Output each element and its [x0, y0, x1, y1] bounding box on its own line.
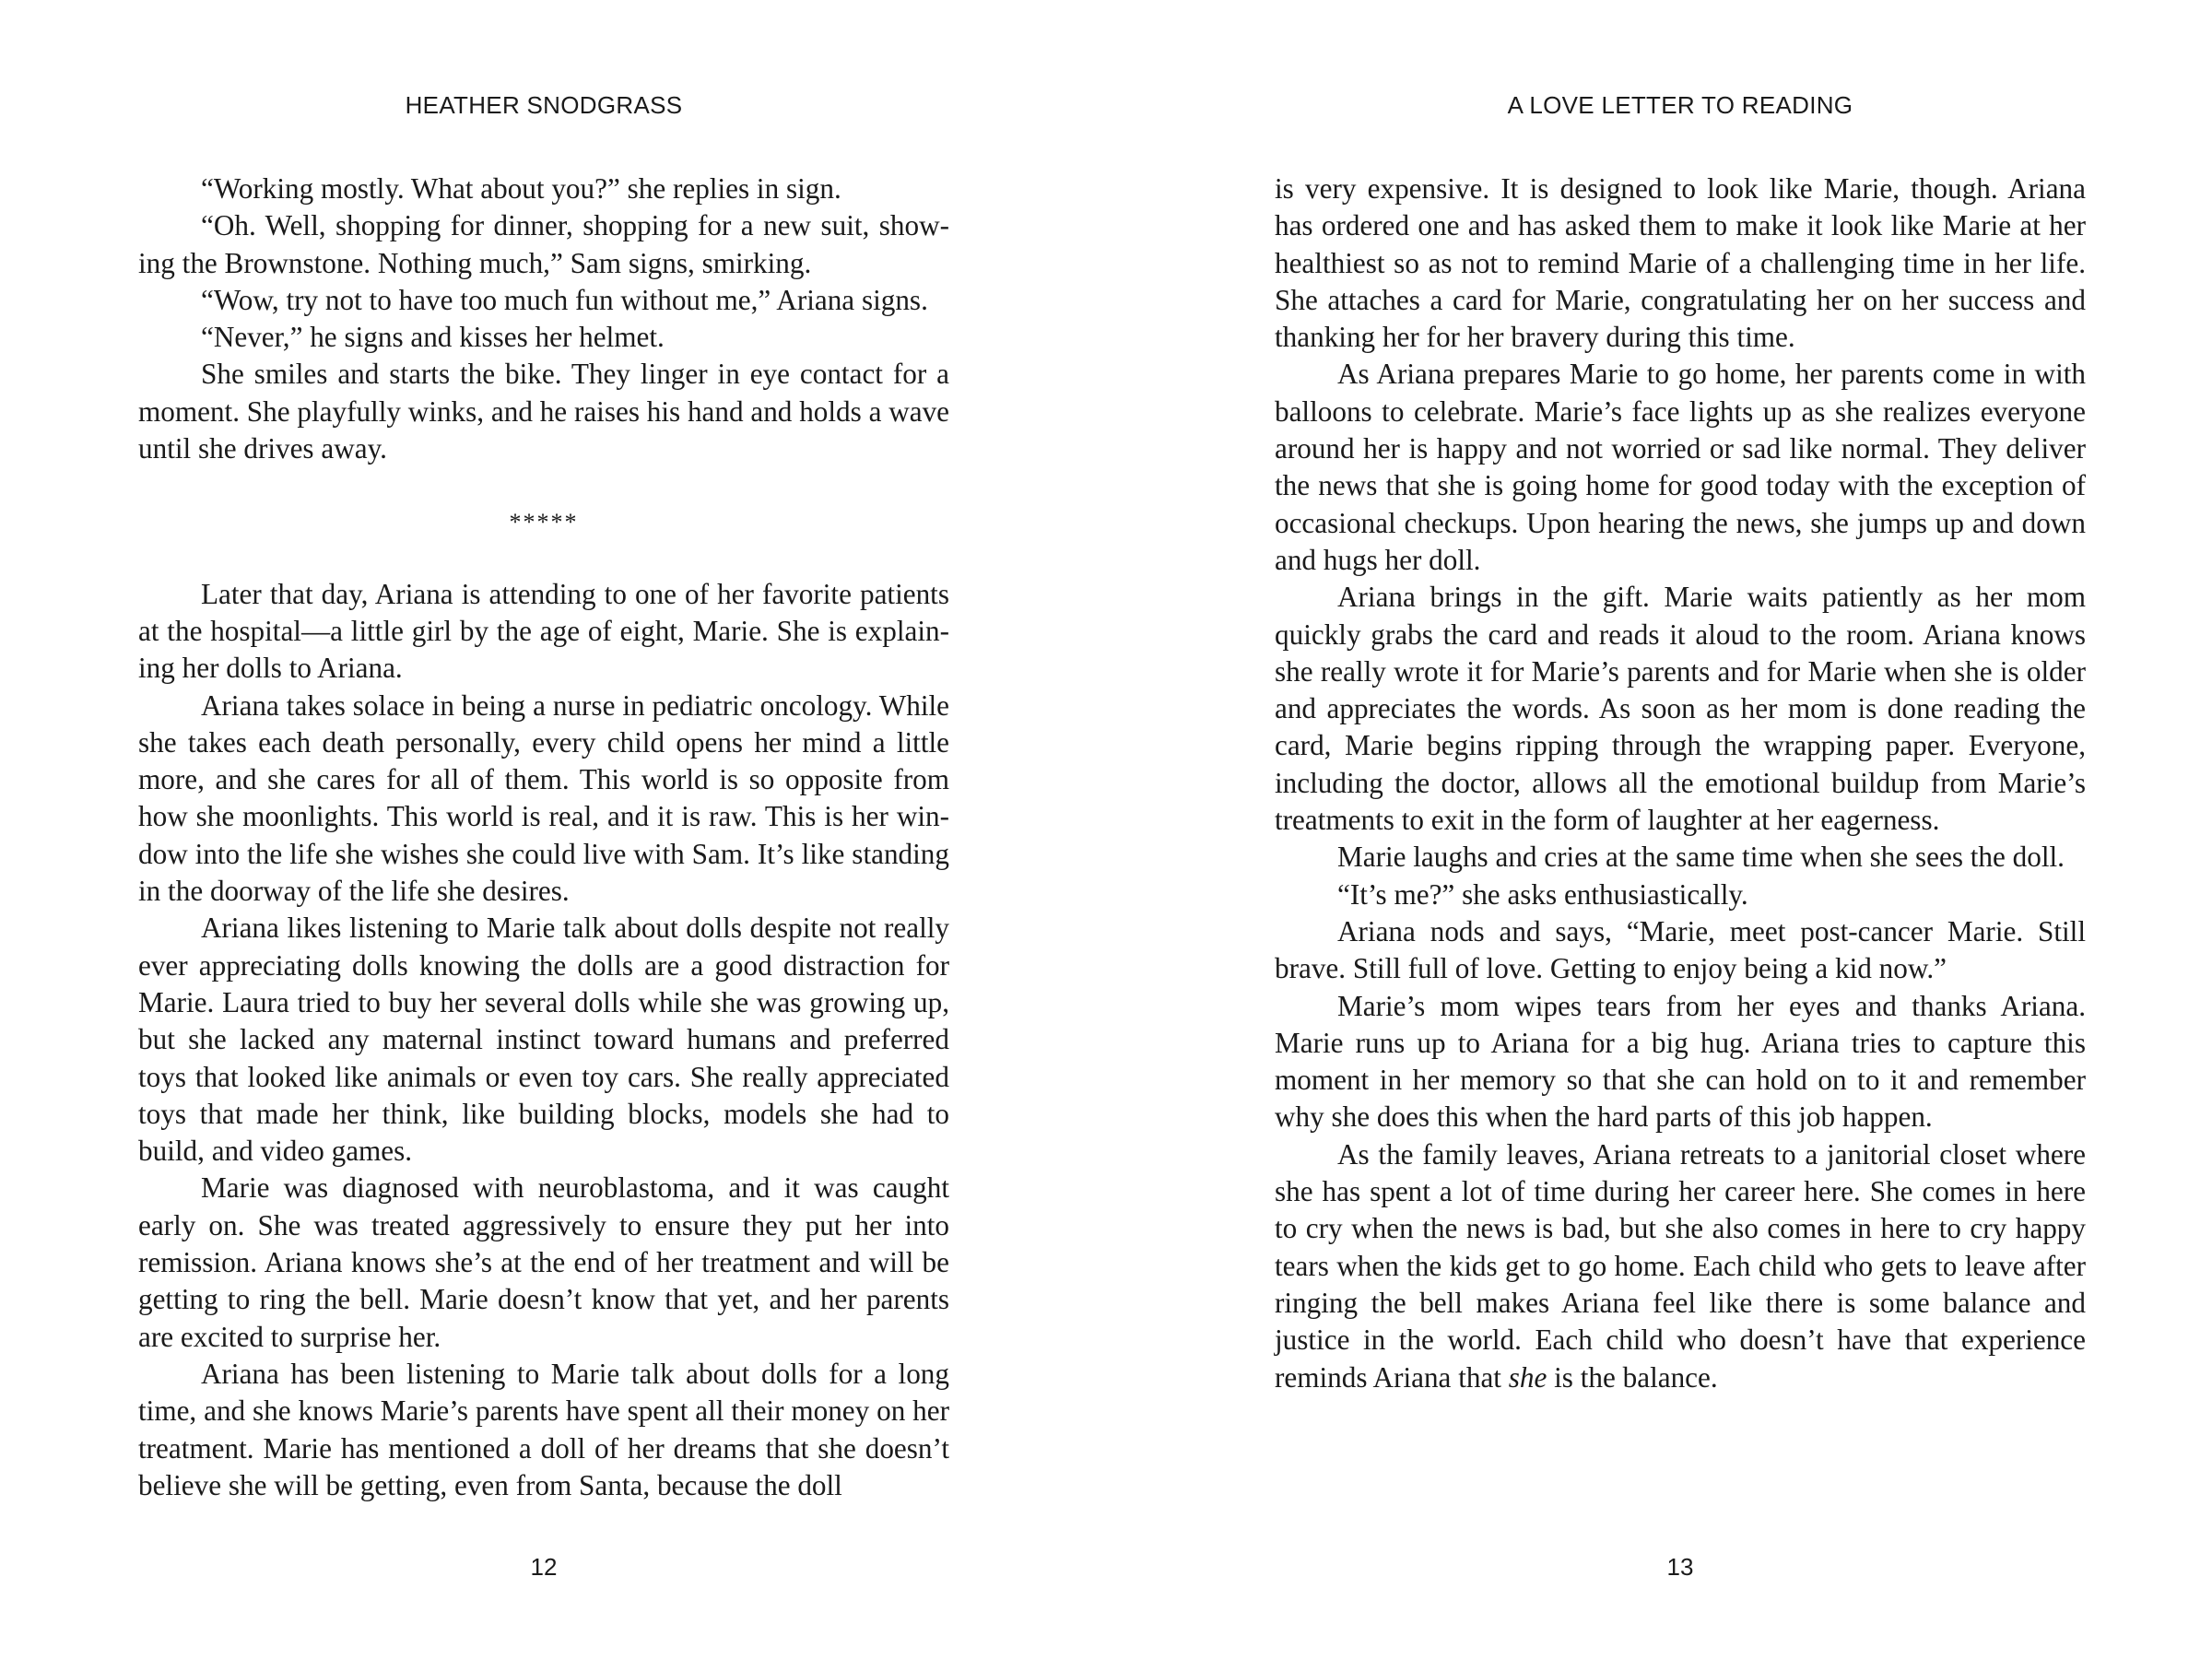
paragraph-last — [1275, 1136, 2086, 1396]
emphasis: she — [1508, 1360, 1547, 1394]
paragraph: “Working mostly. What about you?” she replies in sign. — [201, 172, 841, 205]
paragraph: Marie’s mom wipes tears from her eyes and thanks Ariana. Marie runs up to Ariana for a big hug. Ariana tries to capture this moment in her memory so that she can hold on to it and remember why she does this when the hard parts of this job happen. — [1275, 989, 2086, 1134]
paragraph-continuation: is very expensive. It is designed to look like Marie, though. Ariana has ordered one and has asked them to make it look like Marie at her healthiest so as not to remind Marie of a challenging time in her life. She attaches a card for Marie, congratulating her on her success and thanking her for her bravery during this time. — [1275, 172, 2086, 354]
text-run: As the family leaves, Ariana retreats to a janitorial closet where she has spent a lot of time during her career here. She comes in here to cry when the news is bad, but she also comes in here to cry happy tears when the kids get to go home. Each child who gets to leave after ringing the bell makes Ariana feel like there is some balance and justice in the world. Each child who doesn’t have that experience reminds Ariana that — [1275, 1137, 2086, 1394]
paragraph: Ariana takes solace in being a nurse in pediatric oncology. While she takes each death personally, every child opens her mind a little more, and she cares for all of them. This world is so opposite from how she moonlights. This world is real, and it is raw. This is her win-dow into the life she wishes she could live with Sam. It’s like standing in the doorway of the life she desires. — [138, 688, 949, 908]
paragraph: Ariana has been listening to Marie talk about dolls for a long time, and she knows Marie’s parents have spent all their money on her treatment. Marie has mentioned a doll of her dreams that she doesn’t believe she will be getting, even from Santa, because the doll — [138, 1357, 949, 1501]
page-number: 12 — [530, 1553, 558, 1581]
paragraph: “It’s me?” she asks enthusiastically. — [1337, 877, 1748, 911]
paragraph: Later that day, Ariana is attending to one of her favorite patients at the hospital—a little girl by the age of eight, Marie. She is explain-ing her dolls to Ariana. — [138, 577, 949, 685]
running-head-author: HEATHER SNODGRASS — [405, 91, 683, 119]
paragraph: Ariana brings in the gift. Marie waits patiently as her mom quickly grabs the card and reads it aloud to the room. Ariana knows she really wrote it for Marie’s parents and for Marie when she is older and appreciates the words. As soon as her mom is done reading the card, Marie begins ripping through the wrapping paper. Everyone, including the doctor, allows all the emotional buildup from Marie’s treatments to exit in the form of laughter at her eagerness. — [1275, 581, 2086, 837]
paragraph: She smiles and starts the bike. They linger in eye contact for a moment. She playfully winks, and he raises his hand and holds a wave until she drives away. — [138, 358, 950, 465]
right-page-body — [1275, 171, 2086, 1396]
paragraph: Marie laughs and cries at the same time when she sees the doll. — [1337, 841, 2065, 874]
page-number: 13 — [1666, 1553, 1694, 1581]
text-run: is the balance. — [1547, 1360, 1718, 1394]
running-head-title: A LOVE LETTER TO READING — [1507, 91, 1853, 119]
left-page-body — [138, 171, 949, 1504]
paragraph: As Ariana prepares Marie to go home, her parents come in with balloons to celebrate. Marie’s face lights up as she realizes everyone around her is happy and not worried or sad like normal. They deliver the news that she is going home for good today with the exception of occasional checkups. Upon hearing the news, she jumps up and down and hugs her doll. — [1275, 358, 2086, 576]
paragraph: “Oh. Well, shopping for dinner, shopping for a new suit, show-ing the Brownstone. Nothing much,” Sam signs, smirking. — [138, 209, 949, 279]
paragraph: “Wow, try not to have too much fun without me,” Ariana signs. — [201, 283, 928, 316]
right-page — [1106, 0, 2212, 1659]
paragraph: Ariana nods and says, “Marie, meet post-cancer Marie. Still brave. Still full of love. Getting to enjoy being a kid now.” — [1275, 914, 2086, 985]
scene-break: ***** — [509, 509, 579, 536]
paragraph: “Never,” he signs and kisses her helmet. — [201, 321, 665, 354]
paragraph: Ariana likes listening to Marie talk about dolls despite not really ever appreciating dolls knowing the dolls are a good distraction for Marie. Laura tried to buy her several dolls while she was growing up, but she lacked any maternal instinct toward humans and preferred toys that looked like animals or even toy cars. She really appreciated toys that made her think, like building blocks, models she had to build, and video games. — [138, 912, 949, 1168]
paragraph: Marie was diagnosed with neuroblastoma, and it was caught early on. She was treated aggressively to ensure they put her into remission. Ariana knows she’s at the end of her treatment and will be getting to ring the bell. Marie doesn’t know that yet, and her parents are excited to surprise her. — [138, 1171, 949, 1353]
